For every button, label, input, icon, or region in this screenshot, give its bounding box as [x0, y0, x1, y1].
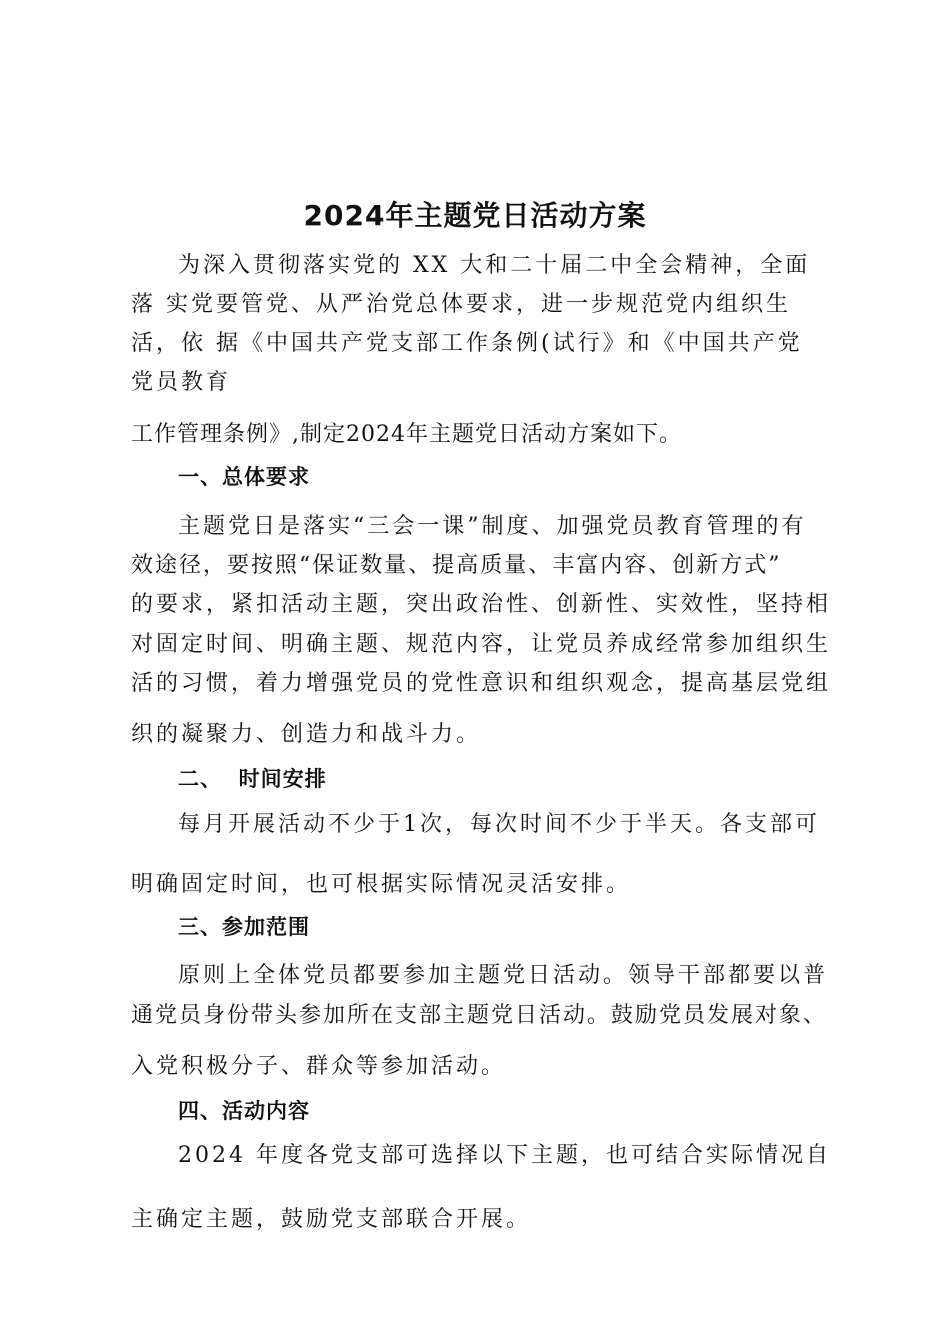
section-heading: 二、 时间安排 [178, 767, 327, 791]
section-heading: 一、总体要求 [178, 465, 310, 489]
document-title: 2024年主题党日活动方案 [303, 199, 647, 232]
section-paragraph-line: 对固定时间、明确主题、规范内容，让党员养成经常参加组织生 [131, 632, 832, 657]
section-paragraph-line: 主题党日是落实“三会一课”制度、加强党员教育管理的有 [178, 514, 807, 539]
intro-line: 落 实党要管党、从严治党总体要求，进一步规范党内组织生 [131, 292, 791, 317]
intro-line: 活，依 据《中国共产党支部工作条例(试行》和《中国共产党 [131, 331, 803, 356]
intro-line: 党员教育 [131, 370, 232, 395]
section-paragraph-line: 每月开展活动不少于1次，每次时间不少于半天。各支部可 [178, 812, 820, 837]
intro-line: 工作管理条例》,制定2024年主题党日活动方案如下。 [131, 422, 682, 447]
section-paragraph-line: 明确固定时间，也可根据实际情况灵活安排。 [131, 872, 632, 897]
section-paragraph-line: 织的凝聚力、创造力和战斗力。 [131, 722, 482, 747]
section-paragraph-line: 原则上全体党员都要参加主题党日活动。领导干部都要以普 [178, 963, 829, 988]
section-paragraph-line: 活的习惯，着力增强党员的党性意识和组织观念，提高基层党组 [131, 671, 832, 696]
section-heading: 四、活动内容 [178, 1099, 310, 1123]
section-paragraph-line: 入党积极分子、群众等参加活动。 [131, 1054, 507, 1079]
section-paragraph-line: 通党员身份带头参加所在支部主题党日活动。鼓励党员发展对象、 [131, 1003, 828, 1028]
section-paragraph-line: 效途径，要按照“保证数量、提高质量、丰富内容、创新方式” [131, 553, 782, 578]
section-paragraph-line: 2024 年度各党支部可选择以下主题，也可结合实际情况自 [178, 1143, 831, 1168]
section-heading: 三、参加范围 [178, 915, 310, 939]
section-paragraph-line: 主确定主题，鼓励党支部联合开展。 [131, 1207, 532, 1232]
section-paragraph-line: 的要求，紧扣活动主题，突出政治性、创新性、实效性，坚持相 [131, 592, 832, 617]
intro-line: 为深入贯彻落实党的 XX 大和二十届二中全会精神，全面 [178, 253, 811, 278]
